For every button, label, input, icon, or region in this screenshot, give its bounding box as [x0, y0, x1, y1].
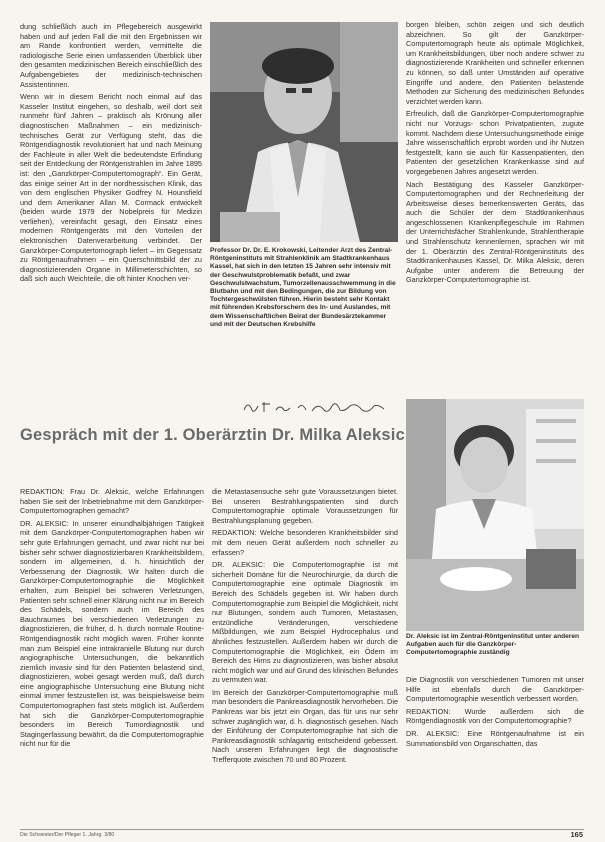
paragraph: DR. ALEKSIC: Eine Röntgenaufnahme ist ein Summationsbild von Organschatten, das	[406, 728, 584, 748]
footer-rule	[20, 829, 584, 830]
article-column-top-right	[406, 20, 584, 382]
paragraph: die Metastasensuche sehr gute Voraussetzungen bietet. Bei unseren Bestrahlungspatienten sind durch Computertomographie optimale Voraussetzungen für Bestrahlungsplanung gegeben.	[212, 487, 398, 525]
paragraph: Im Bereich der Ganzkörper-Computertomographie muß man besonders die Pankreasdiagnostik hervorheben. Die Pankreas war bis jetzt ein Organ, das für uns nur sehr schwer zugänglich war, d. h. diagnostisch gesehen. Nach der Einführung der Computertomographie hat sich die Pankreasdiagnostik schlagartig entscheidend gebessert. Nach unseren Erfahrungen liegt die diagnostische Trefferquote zwischen 70 und 80 Prozent.	[212, 687, 398, 765]
paragraph: REDAKTION: Wurde außerdem sich die Röntgendiagnostik von der Computertomographie?	[406, 706, 584, 726]
photo-caption-top: Professor Dr. Dr. E. Krokowski, Leitender Arzt des Zentral-Röntgeninstituts mit Strahlenklinik am Stadtkrankenhaus Kassel, hat sich in den letzten 15 Jahren sehr intensiv mit der Geschwulstproblematik befaßt, und zwar Geschwulstwachstum, Tumorzellenausschwemmung in die Blutbahn und mit den Bedingungen, die zur Bildung von Tochtergeschwülsten führen. Hierin besteht sehr Kontakt mit führenden Krebsforschern des In- und Auslandes, mit dem Wissenschaftlichen Beirat der Bundesärztekammer und mit der Deutschen Krebshilfe	[210, 247, 396, 328]
paragraph: Erfreulich, daß die Ganzkörper-Computertomographie nicht nur Vorzugs- schon Privatpatienten, zugute kommt. Nachdem diese Untersuchungsmethode einige Jahre wissenschaftlich erprobt worden und ihr Nutzen festgestellt, kann sie auch für Kassenpatienten, den Patienten der gesetzlichen Krankenkasse sind auf vorgegebenen Jahres angesetzt werden.	[406, 109, 584, 176]
interview-column-3	[406, 675, 584, 823]
paragraph: DR. ALEKSIC: Die Computertomographie ist mit sicherheit Domäne für die Neurochirurgie, da durch die Computertomographie eine optimale Diagnostik im Bereich des Schädels gegeben ist. Wir haben durch Computertomographie zum Beispiel die Möglichkeit, nicht nur Blutungen, sondern auch Tumoren, Metastasen, entzündliche Veränderungen, verschiedene Mißbildungen, wie zum Beispiel Hydrocephalus und ähnliches festzustellen. Außerdem haben wir durch die Computertomographie die Möglichkeit, ein Ödem im Bereich des Hirns zu diagnostizieren, was bisher absolut nicht möglich war und auf Grund des klinischen Befundes zu vermuten war.	[212, 560, 398, 685]
portrait-photo-illustration	[406, 399, 584, 631]
paragraph: dung schließlich auch im Pflegebereich ausgewirkt haben und auf jeden Fall die mit den Ergebnissen wir am Rande konfrontiert werden, vermittelte die radiologische Serie einen umfassenden Überblick über den gesamten medizinischen Bereich einschließlich des Aufgabengebietes der medizinisch-technischen Assistentinnen.	[20, 22, 202, 89]
portrait-photo-illustration	[210, 22, 398, 242]
paragraph: borgen bleiben, schön zeigen und sich deutlich abzeichnen. So gilt der Ganzkörper-Computertomograph heute als optimale Möglichkeit, um Krankheitsbildungen, über noch andere schwer zu diagnostizierende Krankheiten und schneller erkennen zu können, so daß unter Umständen auf operative Eingriffe und andere, den Patienten belastende Methoden zur Sicherung des medizinischen Befundes verzichtet werden kann.	[406, 20, 584, 106]
article-headline: Gespräch mit der 1. Oberärztin Dr. Milka Aleksic	[20, 426, 405, 444]
paragraph: DR. ALEKSIC: In unserer einundhalbjährigen Tätigkeit mit dem Ganzkörper-Computertomographen haben wir sehr gute Erfahrungen gemacht, und zwar nicht nur bei bisher sehr schwer diagnostizierbaren Krankheitsbildern, sondern im allgemeinen, d. h. hinsichtlich der Verbesserung der Diagnostik. Wir halten durch die Ganzkörper-Computertomographie die Möglichkeit erhalten, zum Beispiel bei schweren Verletzungen, Patienten sehr schnell einer Klärung nicht nur im Bereich des Schädels, sondern auch im Bereich des Bauchraumes bei verschiedenen Verletzungen zu diagnostizieren, die früher, d. h. durch normale Routine-Röntgendiagnostik nicht möglich waren. Früher konnte man zum Beispiel eine intrakranielle Blutung nur durch angiographische Untersuchungen, die bekanntlich ziemlich invasiv sind für den Patienten belastend sind, diagnostizieren, wobei gesagt werden muß, daß durch eine angiographische Untersuchung eine Blutung nicht einmal immer festzustellen ist, was beispielsweise beim Computertomographen fast stets möglich ist. Außerdem hat sich die Ganzkörper-Computertomographie besonders im Bereich Tumordiagnostik und Stagingerfassung bewährt, da die Computertomographie nicht nur für die	[20, 518, 204, 749]
paragraph: REDAKTION: Frau Dr. Aleksic, welche Erfahrungen haben Sie seit der Inbetriebnahme mit dem Ganzkörper-Computertomographen gemacht?	[20, 487, 204, 516]
paragraph: REDAKTION: Welche besonderen Krankheitsbilder sind mit dem neuen Gerät außerdem noch schneller zu erfassen?	[212, 528, 398, 557]
footer-source: Die Schwester/Der Pfleger 1. Jahrg. 3/80	[20, 832, 115, 838]
photo-caption-bottom: Dr. Aleksic ist im Zentral-Röntgeninstitut unter anderen Aufgaben auch für die Ganzkörper-Computertomographie zuständig	[406, 633, 580, 657]
article-column-top-left	[20, 22, 202, 402]
portrait-photo-aleksic	[406, 399, 584, 631]
handwritten-signature	[240, 396, 390, 418]
paragraph: Nach Bestätigung des Kasseler Ganzkörper-Computertomographen und der Rechnerleitung der Arbeitsweise dieses bemerkenswerten Geräts, das auch die Schüler der dem Stadtkrankenhaus angeschlossenen Krankenpflegeschule im Rahmen der Unterrichtsfächer Strahlenkunde, Strahlentherapie und Strahlenschutz kennenlernen, sprachen wir mit der 1. Oberärztin des Zentral-Röntgeninstituts des Stadtkrankenhauses Kassel, Dr. Milka Aleksic, deren Aufgabe unter anderem die Betreuung der Ganzkörper-Computertomographie ist.	[406, 179, 584, 285]
paragraph: Wenn wir in diesem Bericht noch einmal auf das Kasseler Institut eingehen, so deshalb, weil dort seit nunmehr fünf Jahren – praktisch als Krönung aller diagnostischen Maßnahmen – ein medizinisch-technisches Gerät zur Verfügung steht, das die Röntgendiagnostik revolutioniert hat und nach Meinung der Fachleute in aller Welt die bedeutendste Erfindung seit der Entdeckung der Röntgenstrahlen im Jahre 1895 ist: den „Ganzkörper-Computertomograph“. Ein Gerät, das einige seiner Art in der nordhessischen Klinik, das von dem englischen Physiker Godfrey N. Hounsfield und dem Amerikaner Allan M. Cormack entwickelt (beiden wurde 1979 der Nobelpreis für Medizin verliehen), vereinfacht gesagt, den Einsatz eines modernen Röntgengeräts mit den Vorteilen der elektronischen Datenverarbeitung verbindet. Der Ganzkörper-Computertomograph liefert – im Gegensatz zu Röntgenaufnahmen – ein Querschnittsbild der zu diagnostizierenden Organe in Millimeterschichten, so daß sich auch Weichteile, die oft hinter Knochen ver-	[20, 92, 202, 284]
interview-column-2	[212, 487, 398, 822]
interview-column-1	[20, 487, 204, 822]
paragraph: Die Diagnostik von verschiedenen Tumoren mit unser Hilfe ist ebenfalls durch die Ganzkörper-Computertomographie wesentlich verbessert worden.	[406, 675, 584, 704]
portrait-photo-professor	[210, 22, 398, 242]
page-number: 165	[570, 830, 583, 839]
